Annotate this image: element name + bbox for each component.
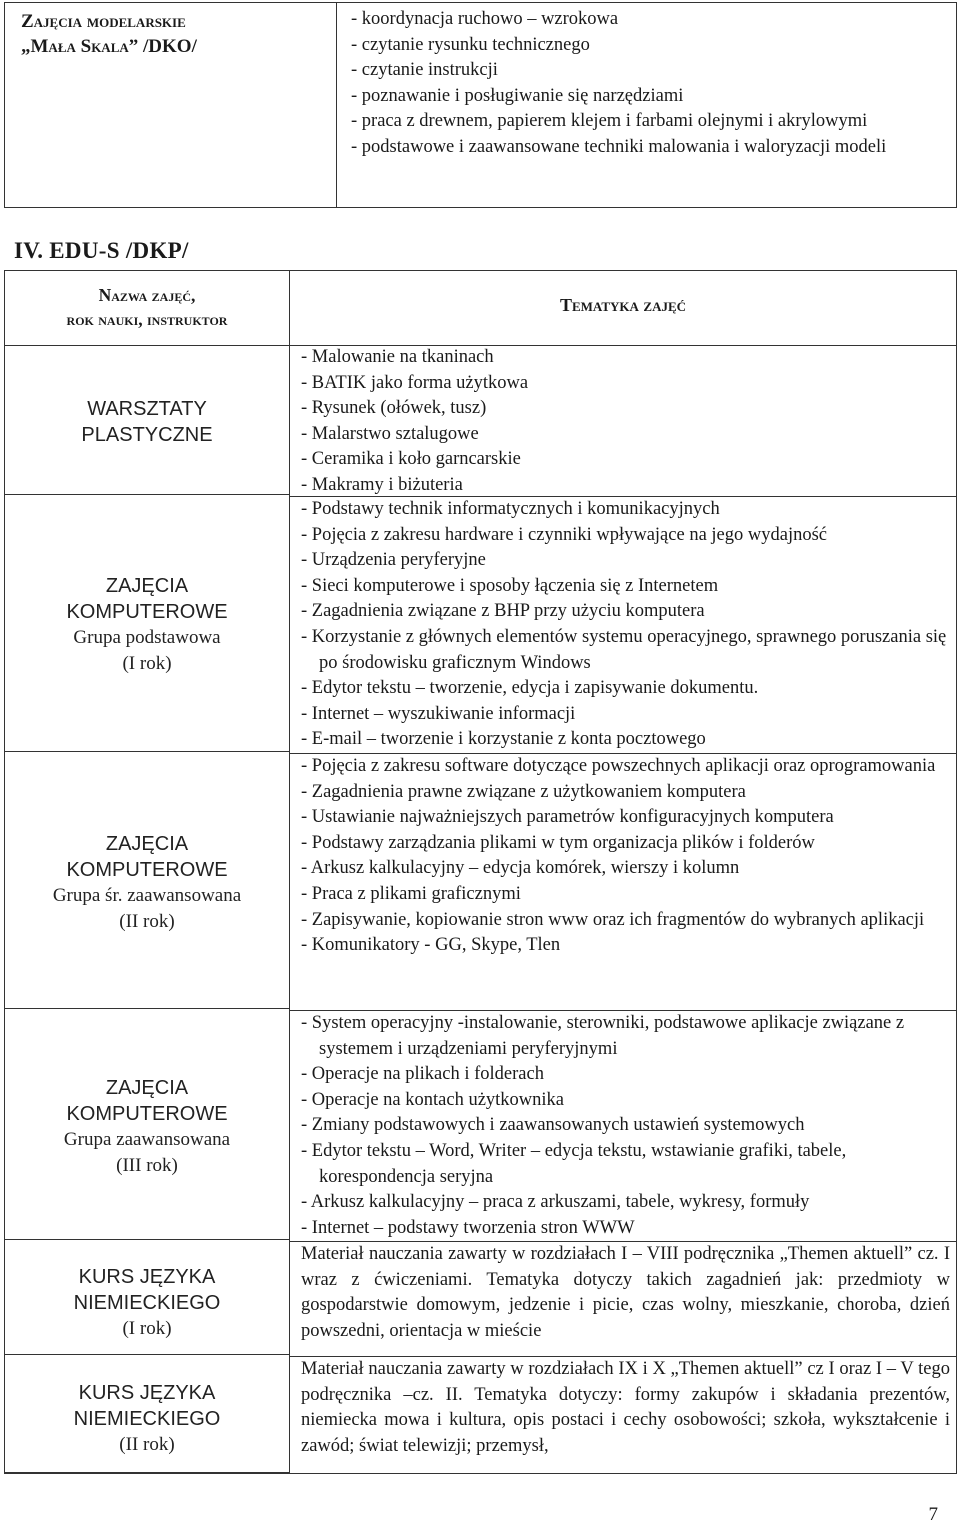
topic-item: - Makramy i biżuteria <box>301 474 463 495</box>
course-description: Materiał nauczania zawarty w rozdziałach IX i X „Themen aktuell” cz I oraz I – V tego podręcznika –cz. II. Tematyka dotyczy: formy zakupów i składania prezentów, niemiecka mowa i kultura, opis postaci i cechy osobowości; szkoła, wykształcenie i zawód; świat telewizji; przemysł, <box>301 1359 950 1456</box>
modeling-classes-title: Zajęcia modelarskie <box>21 11 186 32</box>
page-number: 7 <box>928 1504 938 1525</box>
topic-item: - Edytor tekstu – tworzenie, edycja i zapisywanie dokumentu. <box>301 678 759 699</box>
column-divider <box>289 271 290 1473</box>
course-name-line1: KURS JĘZYKA <box>78 1382 216 1404</box>
topic-item: - poznawanie i posługiwanie się narzędziami <box>351 85 684 106</box>
topic-item: - Zapisywanie, kopiowanie stron www oraz ich fragmentów do wybranych aplikacji <box>301 909 925 930</box>
header-topics: Tematyka zajęć <box>559 295 687 315</box>
topic-item: - Ceramika i koło garncarskie <box>301 449 521 470</box>
topic-item: - Ustawianie najważniejszych parametrów konfiguracyjnych komputera <box>301 807 834 828</box>
course-name-line2: KOMPUTEROWE <box>66 1102 228 1125</box>
topic-item: - BATIK jako forma użytkowa <box>301 372 529 393</box>
modeling-classes-name-cell <box>5 3 337 207</box>
course-topics-group <box>301 1357 950 1459</box>
course-name-cell <box>5 345 289 495</box>
topic-item: - Edytor tekstu – Word, Writer – edycja tekstu, wstawianie grafiki, tabele, korespondencja seryjna <box>301 1140 847 1187</box>
modeling-classes-topics-cell <box>337 3 956 207</box>
topic-item: - Podstawy technik informatycznych i komunikacyjnych <box>301 499 720 519</box>
course-year: (III rok) <box>116 1154 178 1176</box>
topic-item: - koordynacja ruchowo – wzrokowa <box>351 9 619 29</box>
edu-s-courses-table <box>4 270 957 1474</box>
topic-item: - Podstawy zarządzania plikami w tym organizacja plików i folderów <box>301 832 815 853</box>
course-name-line2: KOMPUTEROWE <box>66 600 228 623</box>
course-year: (I rok) <box>122 652 172 674</box>
course-topics-group <box>301 345 950 496</box>
course-name-line1: ZAJĘCIA <box>105 833 189 855</box>
section-heading: IV. EDU-S /DKP/ <box>14 238 189 263</box>
header-course-name <box>5 283 289 331</box>
topic-item: - Komunikatory - GG, Skype, Tlen <box>301 935 561 956</box>
topic-item: - Pojęcia z zakresu hardware i czynniki wpływające na jego wydajność <box>301 524 828 545</box>
course-group: Grupa śr. zaawansowana <box>52 885 242 906</box>
topic-item: - Malarstwo sztalugowe <box>301 423 479 444</box>
course-name-cell <box>5 1009 289 1240</box>
topic-item: - Zagadnienia związane z BHP przy użyciu komputera <box>301 601 705 622</box>
course-topics-group <box>301 1011 950 1241</box>
table-header-row <box>5 271 956 346</box>
topic-item: - Malowanie na tkaninach <box>301 347 494 367</box>
course-name-cell <box>5 1355 289 1473</box>
course-description: Materiał nauczania zawarty w rozdziałach I – VIII podręcznika „Themen aktuell” cz. I wraz z ćwiczeniami. Tematyka dotyczy takich zagadnień jak: przedmioty w gospodarstwie domowym, jedzenie i picie, czas wolny, mieszkanie, choroba, dzień powszedni, orientacja w mieście <box>301 1244 950 1341</box>
header-course-name-line1: Nazwa zajęć, <box>98 285 196 305</box>
header-course-name-line2: rok nauki, instruktor <box>66 309 228 329</box>
topic-item: - Praca z plikami graficznymi <box>301 883 521 904</box>
topic-item: - Arkusz kalkulacyjny – praca z arkuszami, tabele, wykresy, formuły <box>301 1192 810 1213</box>
topic-item: - Zagadnienia prawne związane z użytkowaniem komputera <box>301 781 746 802</box>
topic-item: - podstawowe i zaawansowane techniki malowania i waloryzacji modeli <box>351 136 887 157</box>
topic-item: - Sieci komputerowe i sposoby łączenia się z Internetem <box>301 575 719 596</box>
course-year: (I rok) <box>122 1318 172 1339</box>
topic-item: - Korzystanie z głównych elementów systemu operacyjnego, sprawnego poruszania się po środowisku graficznym Windows <box>301 626 947 673</box>
course-name-line1: WARSZTATY <box>87 398 207 420</box>
course-topics-group <box>301 497 950 753</box>
topic-item: - Internet – podstawy tworzenia stron WWW <box>301 1217 635 1238</box>
course-topics-column <box>301 345 950 1459</box>
course-group: Grupa zaawansowana <box>63 1129 231 1150</box>
course-topics-group <box>301 754 950 1010</box>
course-name-cell <box>5 752 289 1009</box>
course-name-line2: KOMPUTEROWE <box>66 858 228 881</box>
topic-item: - E-mail – tworzenie i korzystanie z konta pocztowego <box>301 729 706 750</box>
course-name-line1: KURS JĘZYKA <box>78 1266 216 1288</box>
modeling-classes-subtitle: „Mała Skala” /DKO/ <box>21 36 197 57</box>
modeling-classes-table <box>4 2 957 208</box>
course-name-line2: NIEMIECKIEGO <box>73 1291 221 1314</box>
course-name-line2: PLASTYCZNE <box>81 423 213 446</box>
course-year: (II rok) <box>119 910 175 932</box>
topic-item: - czytanie rysunku technicznego <box>351 34 590 55</box>
course-year: (II rok) <box>119 1434 175 1455</box>
course-name-cell <box>5 495 289 752</box>
course-topics-group <box>301 1242 950 1356</box>
topic-item: - czytanie instrukcji <box>351 60 498 80</box>
topic-item: - Zmiany podstawowych i zaawansowanych ustawień systemowych <box>301 1115 805 1136</box>
topic-item: - System operacyjny -instalowanie, sterowniki, podstawowe aplikacje związane z systemem i urządzeniami peryferyjnymi <box>301 1013 905 1059</box>
course-name-line1: ZAJĘCIA <box>105 575 189 597</box>
topic-item: - Urządzenia peryferyjne <box>301 550 486 571</box>
topic-item: - Pojęcia z zakresu software dotyczące powszechnych aplikacji oraz oprogramowania <box>301 756 936 776</box>
course-name-cell <box>5 1240 289 1355</box>
course-group: Grupa podstawowa <box>73 627 221 648</box>
topic-item: - Internet – wyszukiwanie informacji <box>301 703 576 724</box>
course-name-line1: ZAJĘCIA <box>105 1077 189 1099</box>
topic-item: - Rysunek (ołówek, tusz) <box>301 398 487 419</box>
course-name-line2: NIEMIECKIEGO <box>73 1407 221 1430</box>
topic-item: - Arkusz kalkulacyjny – edycja komórek, wierszy i kolumn <box>301 858 740 879</box>
topic-item: - praca z drewnem, papierem klejem i farbami olejnymi i akrylowymi <box>351 111 868 131</box>
topic-item: - Operacje na plikach i folderach <box>301 1064 544 1085</box>
topic-item: - Operacje na kontach użytkownika <box>301 1089 565 1110</box>
